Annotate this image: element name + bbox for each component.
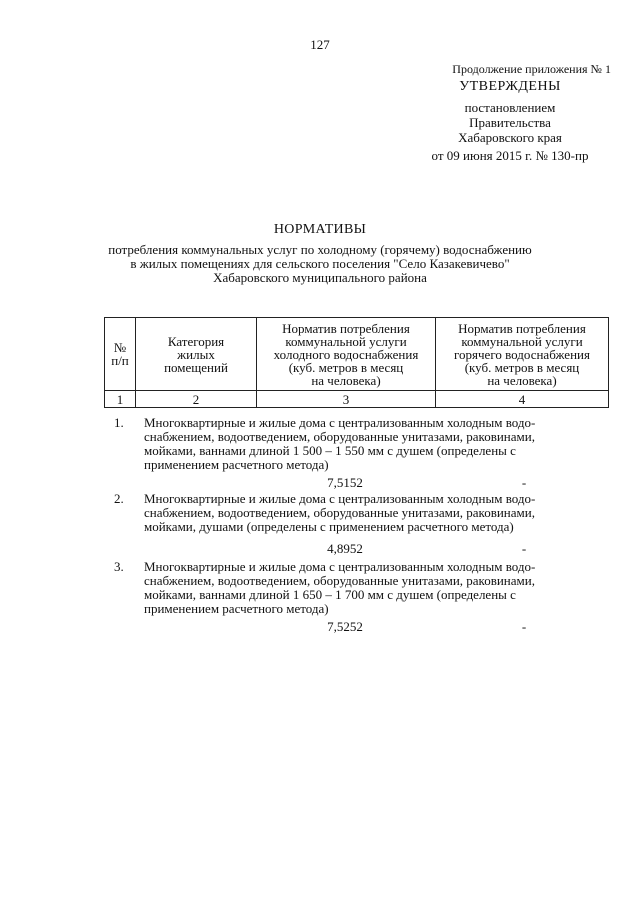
subtitle-line-3: Хабаровского муниципального района xyxy=(213,270,427,285)
header-col-cold: Норматив потребления коммунальной услуги холодного водоснабжения (куб. метров в месяц на человека) xyxy=(257,318,436,391)
hot-water-value: - xyxy=(521,541,527,556)
document-title: НОРМАТИВЫ xyxy=(273,222,367,237)
approval-date: от 09 июня 2015 г. № 130-пр xyxy=(431,148,589,163)
page-number: 127 xyxy=(310,37,330,52)
col-number-4: 4 xyxy=(436,391,609,408)
norms-table-header xyxy=(104,317,609,408)
continuation-note: Продолжение приложения № 1 xyxy=(452,62,611,76)
approval-line-1: постановлением xyxy=(464,100,556,115)
col-number-3: 3 xyxy=(257,391,436,408)
list-item xyxy=(114,492,606,534)
item-description: Многоквартирные и жилые дома с централизованным холодным водо- снабжением, водоотведением, оборудованные унитазами, раковинами, мойками, ваннами длиной 1 500 – 1 550 мм с душем (определены с применением расчетного метода) xyxy=(144,415,536,472)
header-col-hot: Норматив потребления коммунальной услуги горячего водоснабжения (куб. метров в месяц на человека) xyxy=(436,318,609,391)
cold-water-value: 7,5252 xyxy=(327,619,363,634)
header-col-number: № п/п xyxy=(105,318,136,391)
header-col-category: Категория жилых помещений xyxy=(136,318,257,391)
list-item xyxy=(114,416,606,472)
approval-block xyxy=(395,62,625,163)
item-description: Многоквартирные и жилые дома с централизованным холодным водо- снабжением, водоотведением, оборудованные унитазами, раковинами, мойками, ваннами длиной 1 650 – 1 700 мм с душем (определены с применением расчетного метода) xyxy=(144,559,536,616)
column-numbers-row xyxy=(105,391,609,408)
header-row xyxy=(105,318,609,391)
item-number: 3. xyxy=(114,559,124,574)
cold-water-value: 7,5152 xyxy=(327,475,363,490)
item-description: Многоквартирные и жилые дома с централизованным холодным водо- снабжением, водоотведением, оборудованные унитазами, раковинами, мойками, душами (определены с применением расчетного метода) xyxy=(144,491,536,534)
hot-water-value: - xyxy=(521,475,527,490)
item-number: 1. xyxy=(114,415,124,430)
col-number-1: 1 xyxy=(105,391,136,408)
subtitle-line-1: потребления коммунальных услуг по холодному (горячему) водоснабжению xyxy=(108,242,532,257)
approval-line-2: Правительства xyxy=(469,115,551,130)
col-number-2: 2 xyxy=(136,391,257,408)
list-item xyxy=(114,560,606,616)
cold-water-value: 4,8952 xyxy=(327,541,363,556)
approval-line-3: Хабаровского края xyxy=(458,130,562,145)
approved-heading: УТВЕРЖДЕНЫ xyxy=(459,79,561,94)
item-number: 2. xyxy=(114,491,124,506)
hot-water-value: - xyxy=(521,619,527,634)
document-subtitle xyxy=(100,243,540,285)
subtitle-line-2: в жилых помещениях для сельского поселения "Село Казакевичево" xyxy=(130,256,510,271)
